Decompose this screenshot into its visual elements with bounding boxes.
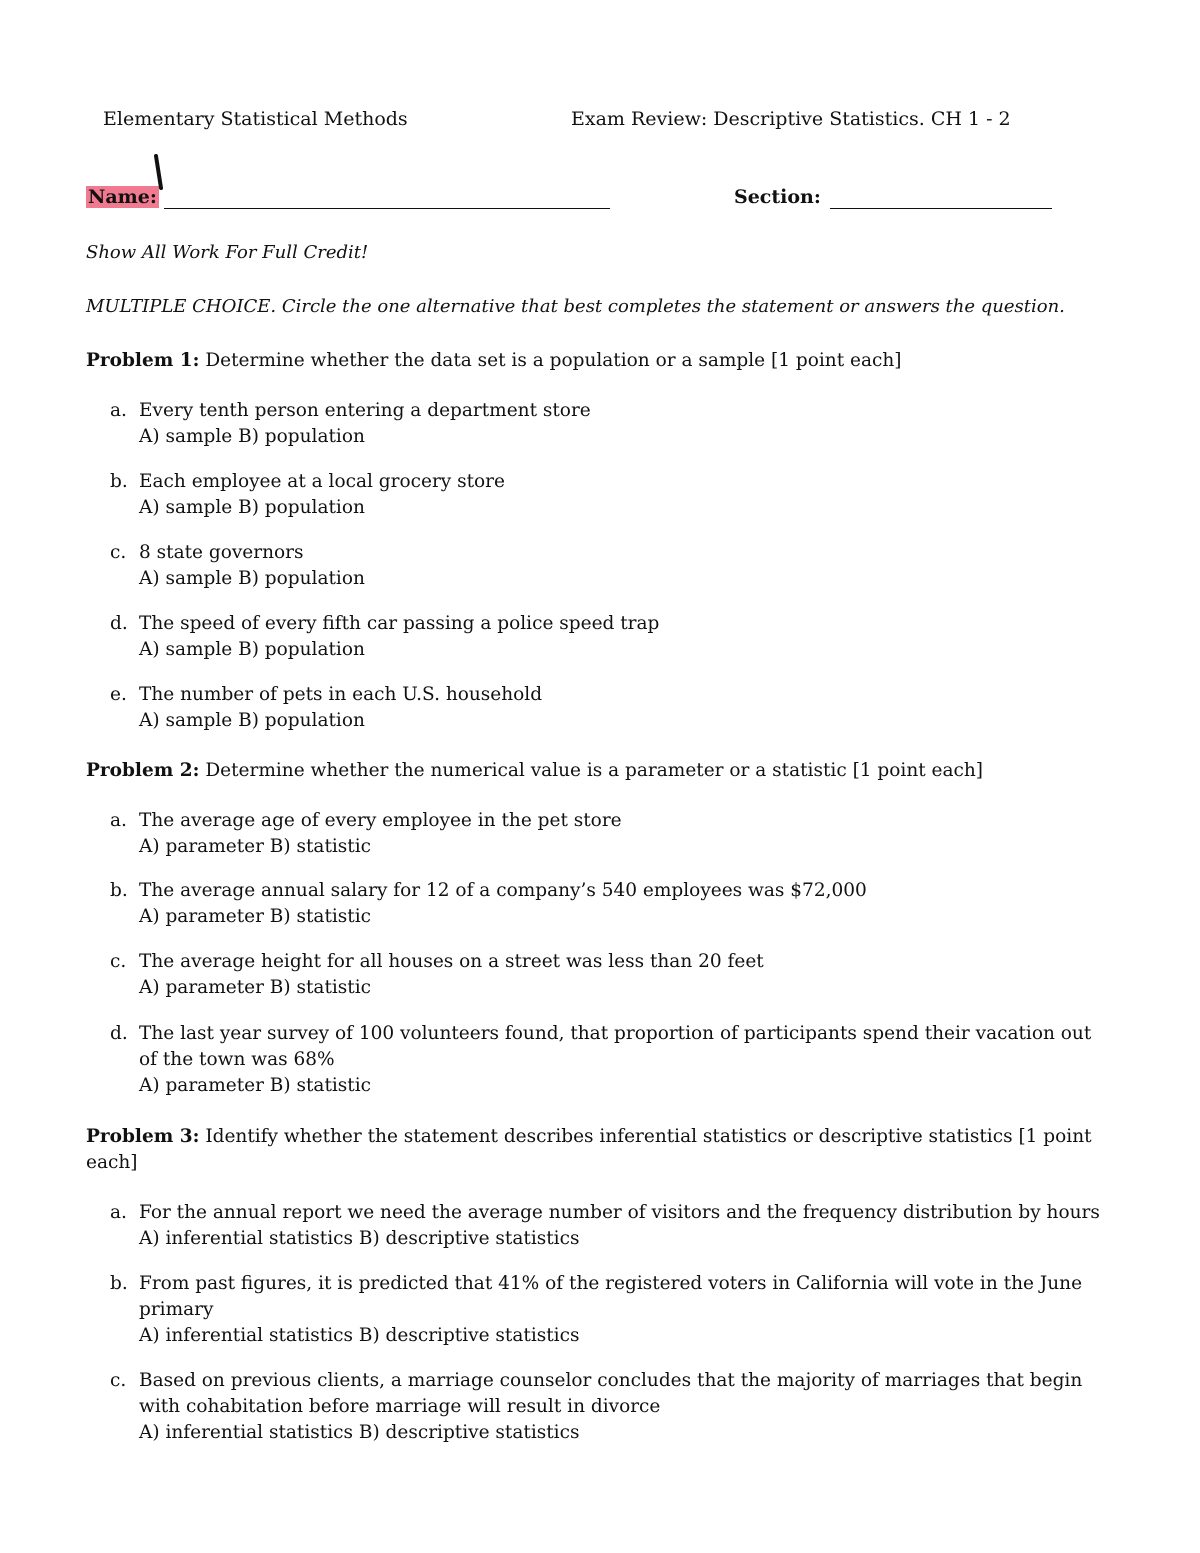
problem-label: Problem 3:	[86, 1126, 200, 1147]
item-options[interactable]: A) parameter B) statistic	[139, 906, 372, 927]
item-letter: a.	[110, 810, 127, 831]
item-options[interactable]: A) sample B) population	[139, 639, 365, 660]
item-letter: c.	[110, 542, 127, 563]
item-letter: b.	[110, 471, 128, 492]
problem-3-heading	[86, 1124, 1096, 1176]
item-options[interactable]: A) parameter B) statistic	[139, 836, 372, 857]
item-letter: d.	[110, 1023, 128, 1044]
item-options[interactable]: A) sample B) population	[139, 710, 365, 731]
item-options[interactable]: A) sample B) population	[139, 497, 365, 518]
problem-1-item-e	[110, 682, 1100, 734]
item-question: The average annual salary for 12 of a company’s 540 employees was $72,000	[139, 880, 867, 901]
item-question: The average age of every employee in the pet store	[139, 810, 622, 831]
item-letter: d.	[110, 613, 128, 634]
problem-1-item-b	[110, 469, 1100, 521]
section-label: Section:	[734, 186, 821, 208]
item-question: The average height for all houses on a street was less than 20 feet	[139, 951, 764, 972]
item-question: Each employee at a local grocery store	[139, 471, 505, 492]
item-question: Every tenth person entering a department store	[139, 400, 591, 421]
course-title: Elementary Statistical Methods	[103, 108, 408, 130]
item-letter: a.	[110, 400, 127, 421]
problem-2-item-b	[110, 878, 1100, 930]
section-field[interactable]	[830, 208, 1052, 209]
item-letter: c.	[110, 951, 127, 972]
item-letter: b.	[110, 880, 128, 901]
problem-label: Problem 1:	[86, 350, 200, 371]
name-section-row	[86, 186, 1086, 216]
item-question: From past figures, it is predicted that 41% of the registered voters in California will vote in the June primary	[139, 1273, 1083, 1320]
name-label: Name:	[88, 186, 157, 208]
show-work-instruction: Show All Work For Full Credit!	[86, 242, 369, 263]
problem-text: Identify whether the statement describes inferential statistics or descriptive statistics [1 point each]	[86, 1126, 1092, 1173]
item-letter: b.	[110, 1273, 128, 1294]
item-question: The speed of every fifth car passing a police speed trap	[139, 613, 660, 634]
problem-1-item-c	[110, 540, 1100, 592]
problem-3-item-a	[110, 1200, 1100, 1252]
problem-3-item-b	[110, 1271, 1100, 1349]
item-letter: c.	[110, 1370, 127, 1391]
item-letter: e.	[110, 684, 127, 705]
problem-1-heading	[86, 348, 1096, 374]
problem-1-item-d	[110, 611, 1100, 663]
item-options[interactable]: A) sample B) population	[139, 426, 365, 447]
item-question: The number of pets in each U.S. household	[139, 684, 543, 705]
problem-text: Determine whether the numerical value is a parameter or a statistic [1 point each]	[199, 760, 984, 781]
name-field[interactable]	[164, 208, 610, 209]
problem-label: Problem 2:	[86, 760, 200, 781]
item-options[interactable]: A) inferential statistics B) descriptive statistics	[139, 1422, 580, 1443]
item-options[interactable]: A) inferential statistics B) descriptive statistics	[139, 1228, 580, 1249]
item-options[interactable]: A) inferential statistics B) descriptive statistics	[139, 1325, 580, 1346]
problem-text: Determine whether the data set is a population or a sample [1 point each]	[199, 350, 902, 371]
problem-2-item-c	[110, 949, 1100, 1001]
multiple-choice-instruction: MULTIPLE CHOICE. Circle the one alternative that best completes the statement or answers the question.	[86, 296, 1065, 317]
item-options[interactable]: A) parameter B) statistic	[139, 977, 372, 998]
item-options[interactable]: A) parameter B) statistic	[139, 1075, 372, 1096]
item-question: For the annual report we need the average number of visitors and the frequency distribution by hours	[139, 1202, 1100, 1223]
item-question: The last year survey of 100 volunteers found, that proportion of participants spend their vacation out of the town was 68%	[139, 1023, 1092, 1070]
item-question: Based on previous clients, a marriage counselor concludes that the majority of marriages that begin with cohabitation before marriage will result in divorce	[139, 1370, 1083, 1417]
problem-2-item-a	[110, 808, 1100, 860]
item-question: 8 state governors	[139, 542, 304, 563]
problem-3-item-c	[110, 1368, 1100, 1446]
item-letter: a.	[110, 1202, 127, 1223]
item-options[interactable]: A) sample B) population	[139, 568, 365, 589]
problem-2-item-d	[110, 1021, 1100, 1099]
problem-2-heading	[86, 758, 1096, 784]
pen-mark-icon	[152, 154, 172, 194]
problem-1-item-a	[110, 398, 1100, 450]
exam-title: Exam Review: Descriptive Statistics. CH 1 - 2	[571, 108, 1011, 130]
